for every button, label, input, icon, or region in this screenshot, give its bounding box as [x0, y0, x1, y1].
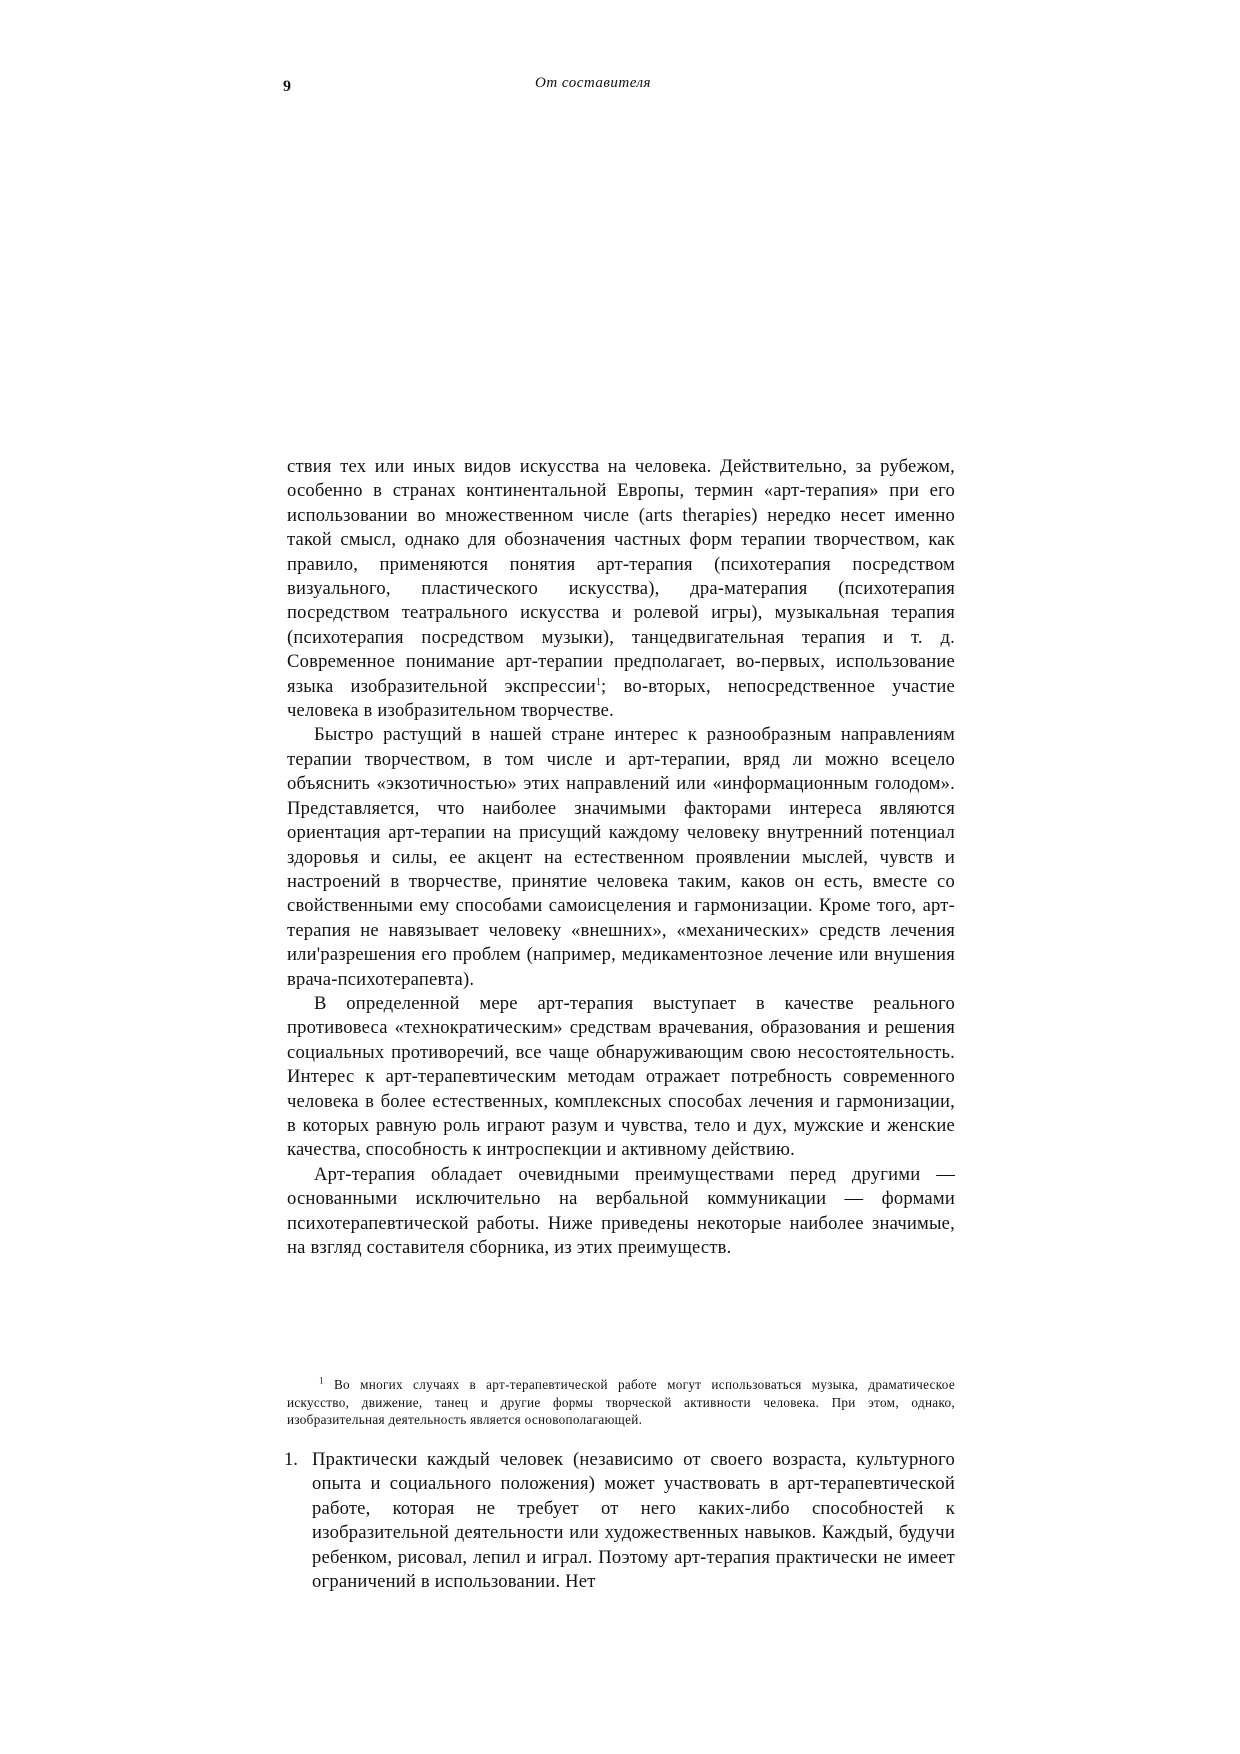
- list-item-text: Практически каждый человек (независимо от своего возраста, культурного опыта и социального положения) может участвовать в арт-терапевтической работе, которая не требует от него каких-либо способностей к изобразительной деятельности или художественных навыков. Каждый, будучи ребенком, рисовал, лепил и играл. Поэтому арт-терапия практически не имеет ограничений в использовании. Нет: [312, 1449, 955, 1593]
- footnote-reference: 1: [595, 676, 602, 688]
- footnote-marker: 1: [319, 1375, 324, 1386]
- footnote-text: Во многих случаях в арт-терапевтической работе могут использоваться музыка, драматическое искусство, движение, танец и другие формы творческой активности человека. При этом, однако, изобразительная деятельность является основополагающей.: [287, 1377, 955, 1428]
- paragraph-2: Быстро растущий в нашей стране интерес к разнообразным направлениям терапии творчеством, в том числе и арт-терапии, вряд ли можно всецело объяснить «экзотичностью» этих направлений или «информационным голодом». Представляется, что наиболее значимыми факторами интереса являются ориентация арт-терапии на присущий каждому человеку внутренний потенциал здоровья и силы, ее акцент на естественном проявлении мыслей, чувств и настроений в творчестве, принятие человека таким, каков он есть, вместе со свойственными ему способами самоисцеления и гармонизации. Кроме того, арт-терапия не навязывает человеку «внешних», «механических» средств лечения или'разрешения его проблем (например, медикаментозное лечение или внушения врача-психотерапевта).: [287, 724, 955, 990]
- paragraph-4: Арт-терапия обладает очевидными преимуществами перед другими — основанными исключительно на вербальной коммуникации — формами психотерапевтической работы. Ниже приведены некоторые наиболее значимые, на взгляд составителя сборника, из этих преимуществ.: [287, 1163, 955, 1258]
- paragraph-1-text: ствия тех или иных видов искусства на человека. Действительно, за рубежом, особенно в странах континентальной Европы, термин «арт-терапия» при его использовании во множественном числе (arts therapies) нередко несет именно такой смысл, однако для обозначения частных форм терапии творчеством, как правило, применяются понятия арт-терапия (психотерапия посредством визуального, пластического искусства), дра-матерапия (психотерапия посредством театрального искусства и ролевой игры), музыкальная терапия (психотерапия посредством музыки), танцедвигательная терапия и т. д. Современное понимание арт-терапии предполагает, во-первых, использование языка изобразительной экспрессии: [287, 456, 955, 697]
- running-head: От составителя: [535, 75, 652, 91]
- paragraph-1-continuation: ; во-вторых, непосредственное участие человека в изобразительном творчестве.: [287, 675, 955, 722]
- list-item-number: 1.: [284, 1449, 298, 1470]
- footnote: [287, 1376, 955, 1429]
- paragraph-1: [287, 455, 955, 723]
- main-text: [287, 455, 955, 1260]
- page-number: 9: [283, 78, 291, 95]
- paragraph-3: В определенной мере арт-терапия выступает в качестве реального противовеса «технократическим» средствам врачевания, образования и решения социальных противоречий, все чаще обнаруживающим свою несостоятельность. Интерес к арт-терапевтическим методам отражает потребность современного человека в более естественных, комплексных способах лечения и гармонизации, в которых равную роль играют разум и чувства, тело и дух, мужские и женские качества, способность к интроспекции и активному действию.: [287, 992, 955, 1161]
- list-item: [284, 1448, 955, 1594]
